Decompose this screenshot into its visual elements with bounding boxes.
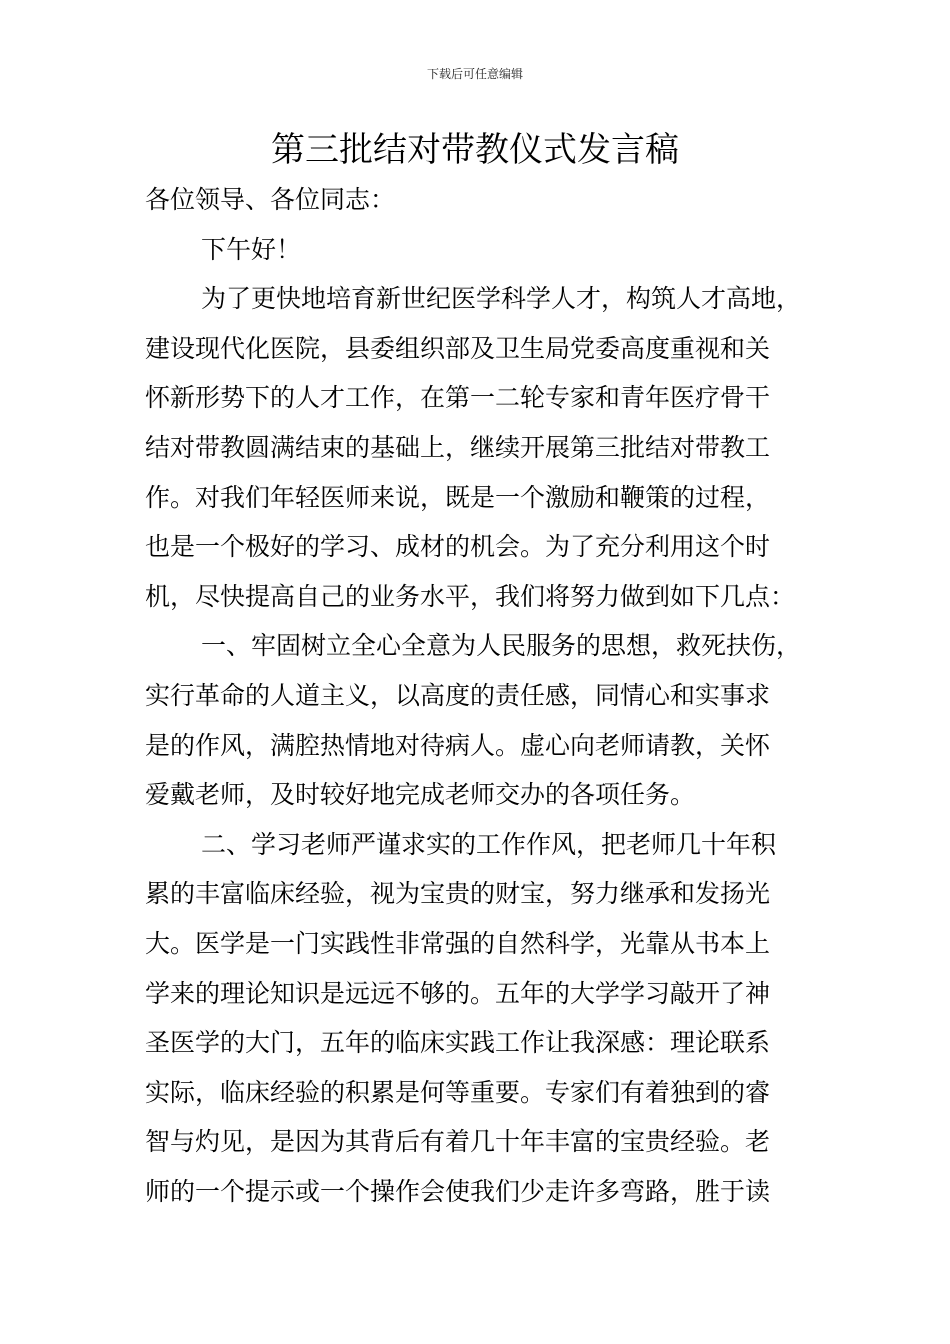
paragraph-1-line: 为了更快地培育新世纪医学科学人才，构筑人才高地， (201, 284, 802, 314)
paragraph-2-line: 爱戴老师，及时较好地完成老师交办的各项任务。 (145, 780, 696, 810)
paragraph-1-line: 也是一个极好的学习、成材的机会。为了充分利用这个时 (145, 532, 771, 562)
paragraph-2-line: 实行革命的人道主义，以高度的责任感，同情心和实事求 (145, 680, 771, 710)
document-title: 第三批结对带教仪式发言稿 (271, 130, 679, 170)
greeting-line: 下午好！ (201, 234, 302, 264)
paragraph-2-line: 一、牢固树立全心全意为人民服务的思想，救死扶伤， (201, 631, 802, 661)
header-note: 下载后可任意编辑 (426, 67, 523, 81)
paragraph-1-line: 结对带教圆满结束的基础上，继续开展第三批结对带教工 (145, 432, 771, 462)
document-body (145, 175, 835, 1216)
paragraph-1-line: 作。对我们年轻医师来说，既是一个激励和鞭策的过程， (145, 482, 771, 512)
paragraph-3-line: 圣医学的大门，五年的临床实践工作让我深感：理论联系 (145, 1028, 771, 1058)
salutation-line: 各位领导、各位同志： (145, 185, 396, 214)
paragraph-3-line: 师的一个提示或一个操作会使我们少走许多弯路，胜于读 (145, 1176, 771, 1206)
paragraph-3-line: 实际，临床经验的积累是何等重要。专家们有着独到的睿 (145, 1077, 771, 1107)
paragraph-3-line: 大。医学是一门实践性非常强的自然科学，光靠从书本上 (145, 928, 771, 958)
paragraph-3-line: 二、学习老师严谨求实的工作作风，把老师几十年积 (201, 829, 777, 859)
paragraph-1-line: 建设现代化医院，县委组织部及卫生局党委高度重视和关 (145, 333, 771, 363)
paragraph-1-line: 怀新形势下的人才工作，在第一二轮专家和青年医疗骨干 (145, 383, 771, 413)
paragraph-1-line: 机，尽快提高自己的业务水平，我们将努力做到如下几点： (145, 581, 796, 611)
paragraph-3-line: 学来的理论知识是远远不够的。五年的大学学习敲开了神 (145, 978, 771, 1008)
paragraph-3-line: 智与灼见，是因为其背后有着几十年丰富的宝贵经验。老 (145, 1127, 771, 1157)
paragraph-3-line: 累的丰富临床经验，视为宝贵的财宝，努力继承和发扬光 (145, 879, 771, 909)
paragraph-2-line: 是的作风，满腔热情地对待病人。虚心向老师请教，关怀 (145, 730, 771, 760)
